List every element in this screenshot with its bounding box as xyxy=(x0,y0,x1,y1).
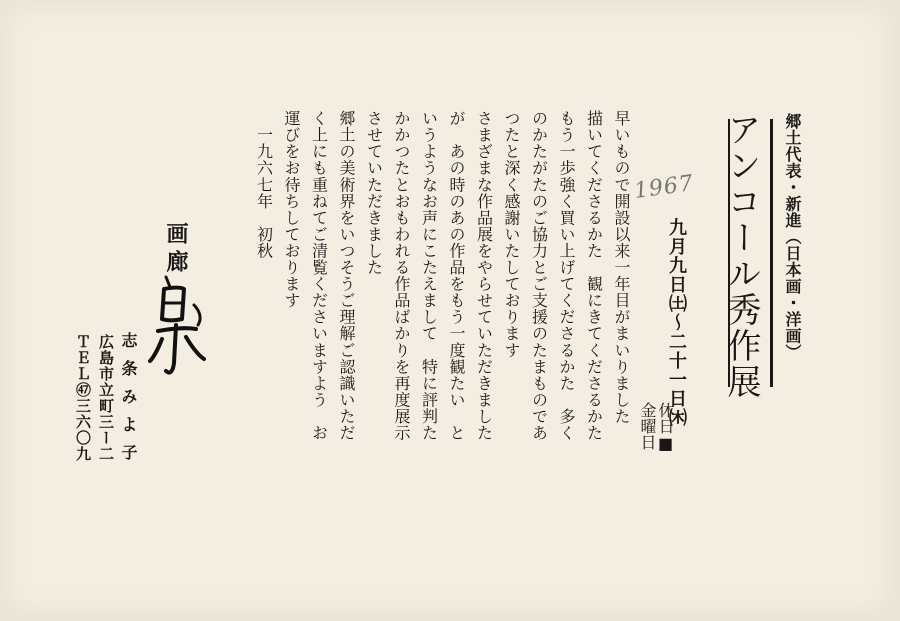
body-line: 一九六七年 初秋 xyxy=(254,110,274,259)
gallery-logo xyxy=(140,275,210,385)
body-line: もう一歩強く買い上げてくださるかた 多く xyxy=(557,110,576,441)
exhibition-dates: 九月九日㈯～二十一日㈭ xyxy=(666,218,687,427)
body-line: かかつたとおもわれる作品ばかりを再度展示 xyxy=(392,110,411,441)
body-line: が あの時のあの作品をもう一度観たい と xyxy=(447,110,466,441)
holiday-line: 金曜日 xyxy=(638,402,657,450)
body-line: させていただきました xyxy=(364,110,384,276)
body-line: 早いもので開設以来一年目がまいりました xyxy=(612,110,631,425)
body-line: 郷土の美術界をいつそうご理解ご認識いただ xyxy=(337,110,356,441)
exhibition-subtitle: 郷土代表・新進（日本画・洋画） xyxy=(783,113,802,361)
title-rule-thick xyxy=(770,119,773,387)
greeting-body xyxy=(250,110,635,470)
body-line: く上にも重ねてご清覧くださいますよう お xyxy=(309,110,329,441)
body-line: さまざまな作品展をやらせていただきました xyxy=(474,110,494,441)
body-line: 描いてくださるかた 観にきてくださるかた xyxy=(584,110,604,441)
exhibition-title: アンコール秀作展 xyxy=(721,112,761,400)
body-line: のかたがたのご協力とご支援のたまものであ xyxy=(529,110,549,441)
body-line: いうようなお声にこたえまして 特に評判た xyxy=(419,110,439,441)
gallery-phone: ＴＥＬ㊼三六〇九 xyxy=(74,334,92,462)
gallery-label: 画廊 xyxy=(163,222,188,278)
body-line: 運びをお待ちしております xyxy=(282,110,301,309)
gallery-address: 広島市立町三ー二 xyxy=(97,334,115,462)
handwritten-year: 1967 xyxy=(632,170,696,205)
holiday-note xyxy=(638,402,674,453)
body-line: つたと深く感謝いたしております xyxy=(502,110,521,359)
owner-name: 志条みよ子 xyxy=(119,332,138,472)
holiday-line: 休日■ xyxy=(656,402,675,453)
